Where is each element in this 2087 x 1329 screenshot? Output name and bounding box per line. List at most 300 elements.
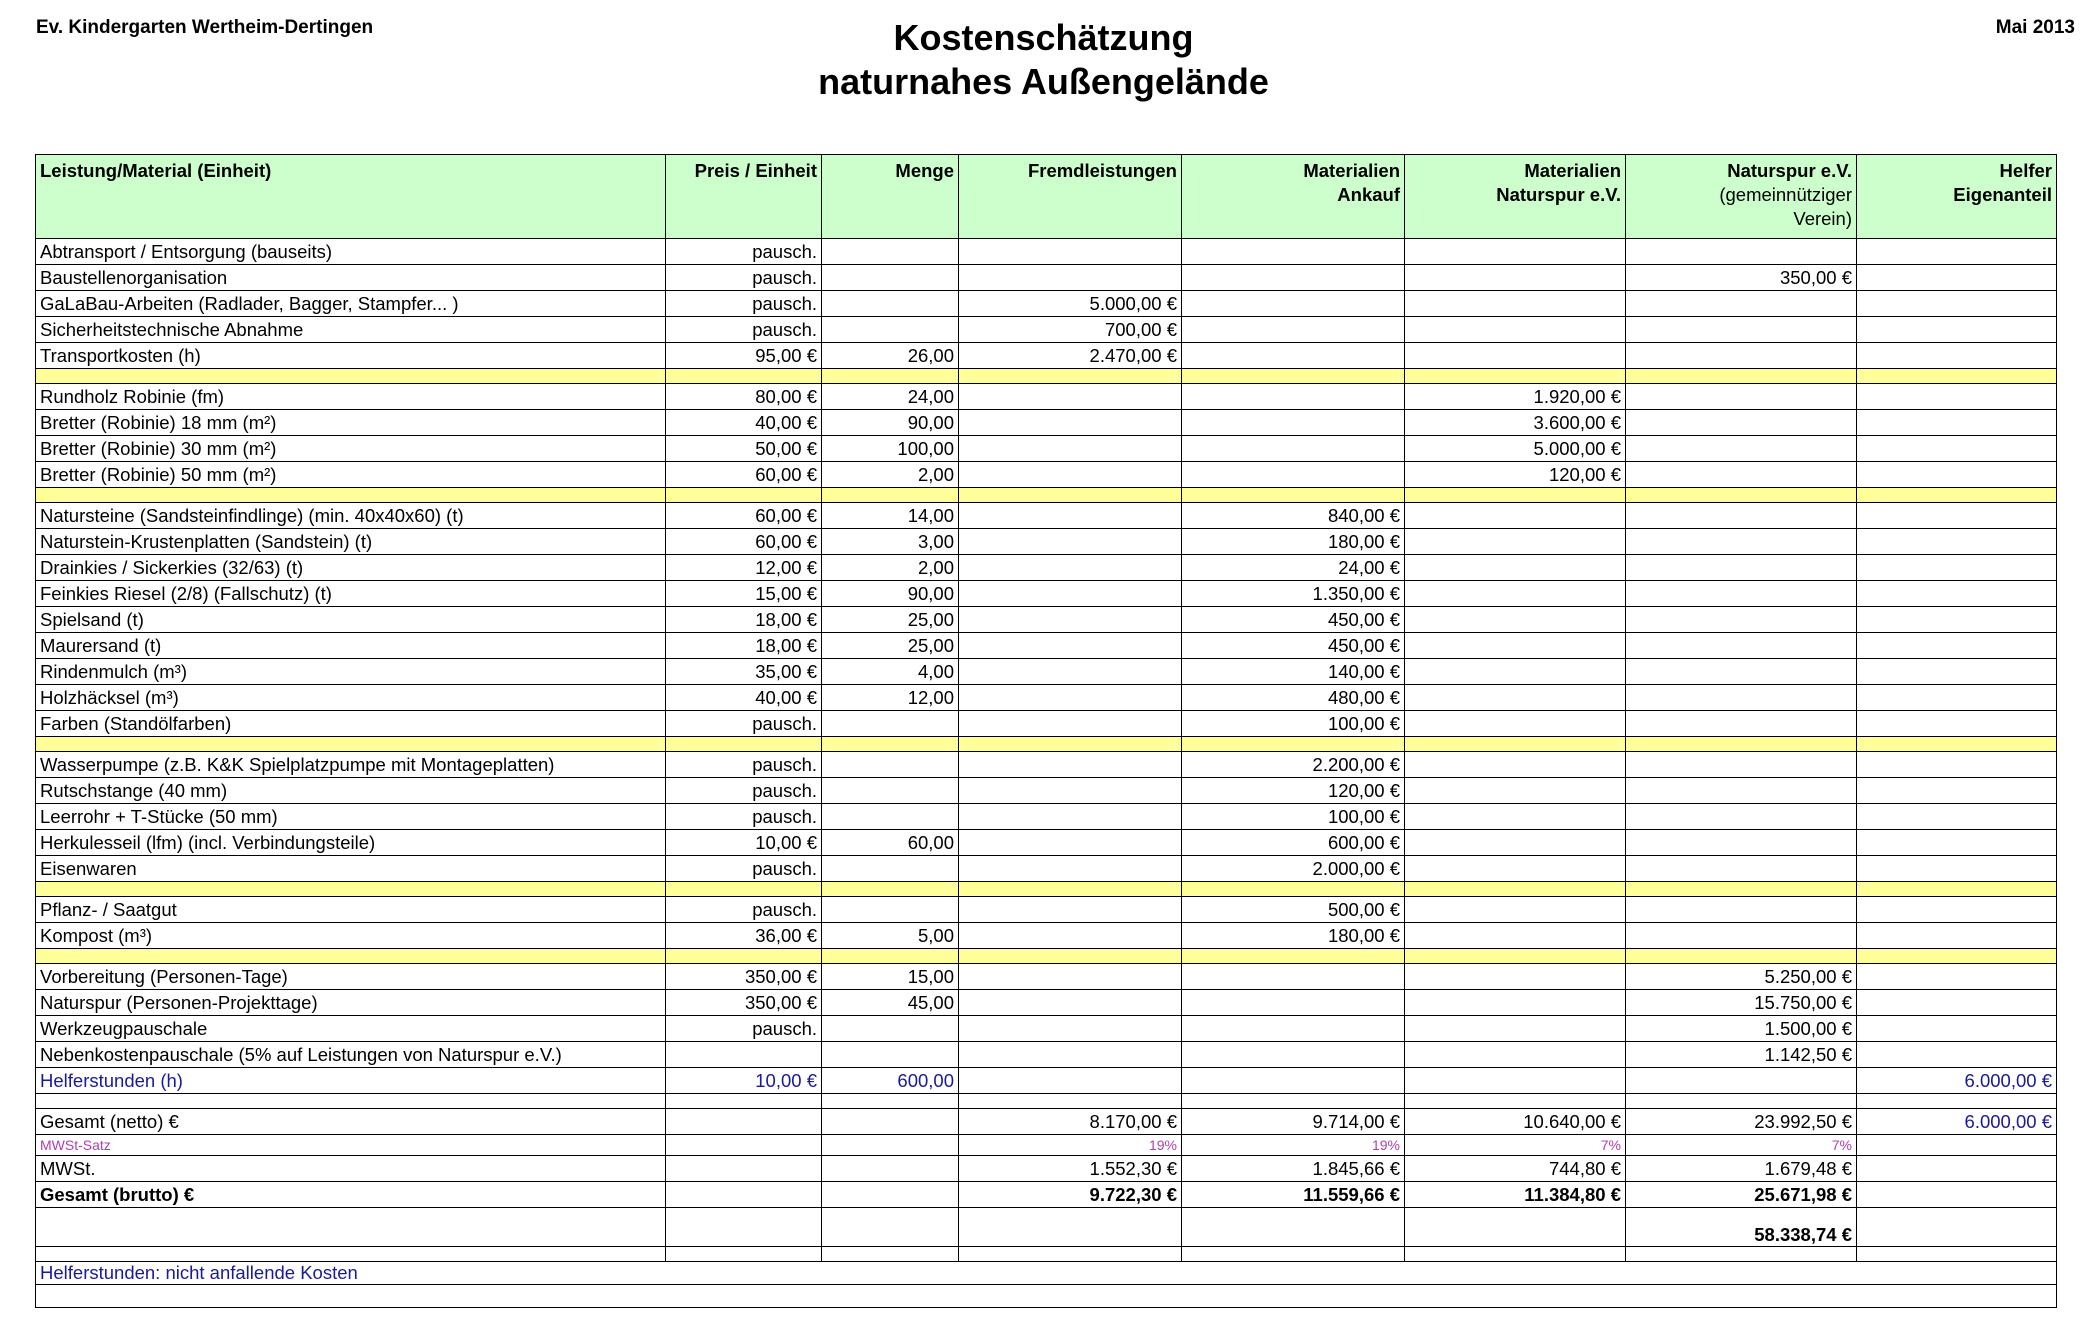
cell-helper-share xyxy=(1857,856,2057,882)
cell-unit-price: 60,00 € xyxy=(666,529,822,555)
cell-unit-price xyxy=(666,1094,822,1109)
cell-naturspur xyxy=(1626,503,1857,529)
cell-helper-share xyxy=(1857,462,2057,488)
cell-unit-price: 80,00 € xyxy=(666,384,822,410)
table-row xyxy=(36,503,2057,529)
cell-naturspur xyxy=(1626,369,1857,384)
cell-external-services xyxy=(959,369,1182,384)
cell-item: Sicherheitstechnische Abnahme xyxy=(36,317,666,343)
cell-unit-price: pausch. xyxy=(666,752,822,778)
cell-naturspur xyxy=(1626,711,1857,737)
cell-item: Kompost (m³) xyxy=(36,923,666,949)
helper-hours-note: Helferstunden: nicht anfallende Kosten xyxy=(36,1262,2057,1285)
cell-quantity xyxy=(822,488,959,503)
cell-external-services xyxy=(959,856,1182,882)
cell-unit-price: pausch. xyxy=(666,291,822,317)
cell-naturspur xyxy=(1626,804,1857,830)
cell-external-services xyxy=(959,1068,1182,1094)
group-separator-row xyxy=(36,369,2057,384)
cell-unit-price: pausch. xyxy=(666,239,822,265)
cell-materials-naturspur xyxy=(1405,488,1626,503)
cell-materials-naturspur xyxy=(1405,317,1626,343)
cell-helper-share xyxy=(1857,1042,2057,1068)
cell-materials-naturspur xyxy=(1405,343,1626,369)
cell-item: MWSt-Satz xyxy=(36,1135,666,1156)
cell-item: Baustellenorganisation xyxy=(36,265,666,291)
cell-item: GaLaBau-Arbeiten (Radlader, Bagger, Stampfer... ) xyxy=(36,291,666,317)
cell-quantity xyxy=(822,239,959,265)
cell-external-services xyxy=(959,778,1182,804)
cell-unit-price: 50,00 € xyxy=(666,436,822,462)
cell-materials-naturspur xyxy=(1405,581,1626,607)
cell-item: MWSt. xyxy=(36,1156,666,1182)
note-row xyxy=(36,1262,2057,1285)
cell-naturspur xyxy=(1626,659,1857,685)
cell-helper-share xyxy=(1857,778,2057,804)
col-header-quantity: Menge xyxy=(822,155,959,239)
cell-helper-share xyxy=(1857,503,2057,529)
cell-unit-price: 60,00 € xyxy=(666,503,822,529)
cell-external-services xyxy=(959,949,1182,964)
cell-external-services xyxy=(959,752,1182,778)
cell-helper-share xyxy=(1857,239,2057,265)
cell-materials-naturspur xyxy=(1405,778,1626,804)
cell-naturspur: 7% xyxy=(1626,1135,1857,1156)
table-row xyxy=(36,633,2057,659)
cell-materials-purchase: 840,00 € xyxy=(1182,503,1405,529)
cell-materials-naturspur xyxy=(1405,265,1626,291)
cell-naturspur xyxy=(1626,488,1857,503)
cell-quantity xyxy=(822,1016,959,1042)
cell-item: Gesamt (brutto) € xyxy=(36,1182,666,1208)
cell-unit-price: pausch. xyxy=(666,897,822,923)
cell-helper-share xyxy=(1857,317,2057,343)
cell-naturspur: 350,00 € xyxy=(1626,265,1857,291)
cell-helper-share xyxy=(1857,949,2057,964)
cell-materials-purchase: 600,00 € xyxy=(1182,830,1405,856)
cell-external-services xyxy=(959,462,1182,488)
cell-quantity xyxy=(822,856,959,882)
cell-materials-naturspur: 11.384,80 € xyxy=(1405,1182,1626,1208)
cell-external-services xyxy=(959,633,1182,659)
cell-external-services xyxy=(959,804,1182,830)
cell-unit-price: pausch. xyxy=(666,317,822,343)
cell-materials-naturspur xyxy=(1405,1247,1626,1262)
cell-naturspur xyxy=(1626,949,1857,964)
cell-quantity xyxy=(822,1042,959,1068)
cell-quantity: 25,00 xyxy=(822,633,959,659)
cell-helper-share xyxy=(1857,659,2057,685)
cell-quantity: 60,00 xyxy=(822,830,959,856)
col-header-materials-naturspur: Materialien Naturspur e.V. xyxy=(1405,155,1626,239)
cell-unit-price: pausch. xyxy=(666,711,822,737)
cell-naturspur: 23.992,50 € xyxy=(1626,1109,1857,1135)
cell-unit-price: 15,00 € xyxy=(666,581,822,607)
cell-quantity: 14,00 xyxy=(822,503,959,529)
cell-naturspur xyxy=(1626,685,1857,711)
cell-quantity xyxy=(822,1208,959,1247)
cell-quantity: 45,00 xyxy=(822,990,959,1016)
table-row xyxy=(36,856,2057,882)
cell-item: Farben (Standölfarben) xyxy=(36,711,666,737)
cell-naturspur xyxy=(1626,1247,1857,1262)
cell-materials-purchase: 1.845,66 € xyxy=(1182,1156,1405,1182)
table-row xyxy=(36,659,2057,685)
cell-materials-naturspur: 10.640,00 € xyxy=(1405,1109,1626,1135)
cell-materials-purchase xyxy=(1182,964,1405,990)
table-row xyxy=(36,778,2057,804)
cell-materials-purchase xyxy=(1182,384,1405,410)
group-separator-row xyxy=(36,737,2057,752)
cell-item: Maurersand (t) xyxy=(36,633,666,659)
cell-materials-naturspur xyxy=(1405,923,1626,949)
cell-naturspur xyxy=(1626,555,1857,581)
cell-external-services: 9.722,30 € xyxy=(959,1182,1182,1208)
cell-materials-naturspur: 120,00 € xyxy=(1405,462,1626,488)
cell-materials-naturspur xyxy=(1405,633,1626,659)
table-row xyxy=(36,607,2057,633)
cell-item: Eisenwaren xyxy=(36,856,666,882)
cell-naturspur xyxy=(1626,343,1857,369)
cell-helper-share xyxy=(1857,488,2057,503)
cell-quantity: 12,00 xyxy=(822,685,959,711)
cell-materials-purchase: 24,00 € xyxy=(1182,555,1405,581)
table-row xyxy=(36,752,2057,778)
table-row xyxy=(36,581,2057,607)
cell-external-services xyxy=(959,529,1182,555)
cell-materials-purchase xyxy=(1182,436,1405,462)
cell-materials-purchase: 450,00 € xyxy=(1182,607,1405,633)
cost-estimate-table xyxy=(35,154,2057,1308)
cell-naturspur xyxy=(1626,633,1857,659)
cell-item xyxy=(36,369,666,384)
cell-item: Wasserpumpe (z.B. K&K Spielplatzpumpe mit Montageplatten) xyxy=(36,752,666,778)
cell-materials-naturspur xyxy=(1405,659,1626,685)
cell-naturspur xyxy=(1626,752,1857,778)
cell-naturspur xyxy=(1626,239,1857,265)
cell-materials-purchase xyxy=(1182,369,1405,384)
table-row xyxy=(36,555,2057,581)
cell-item: Leerrohr + T-Stücke (50 mm) xyxy=(36,804,666,830)
cell-item: Natursteine (Sandsteinfindlinge) (min. 40x40x60) (t) xyxy=(36,503,666,529)
cell-unit-price xyxy=(666,737,822,752)
cell-external-services xyxy=(959,384,1182,410)
cell-item xyxy=(36,1208,666,1247)
cell-materials-naturspur: 3.600,00 € xyxy=(1405,410,1626,436)
cell-materials-purchase: 2.200,00 € xyxy=(1182,752,1405,778)
cell-helper-share: 6.000,00 € xyxy=(1857,1109,2057,1135)
cell-materials-naturspur xyxy=(1405,1068,1626,1094)
cell-materials-purchase xyxy=(1182,462,1405,488)
cell-helper-share xyxy=(1857,1247,2057,1262)
cell-unit-price: pausch. xyxy=(666,265,822,291)
cell-materials-naturspur: 5.000,00 € xyxy=(1405,436,1626,462)
cell-unit-price xyxy=(666,1156,822,1182)
cell-naturspur xyxy=(1626,462,1857,488)
group-separator-row xyxy=(36,949,2057,964)
cell-unit-price xyxy=(666,949,822,964)
cell-item: Pflanz- / Saatgut xyxy=(36,897,666,923)
cell-item xyxy=(36,949,666,964)
table-row xyxy=(36,990,2057,1016)
cell-materials-purchase xyxy=(1182,1042,1405,1068)
cell-materials-purchase xyxy=(1182,343,1405,369)
table-row xyxy=(36,462,2057,488)
cell-external-services xyxy=(959,581,1182,607)
cell-materials-naturspur xyxy=(1405,369,1626,384)
table-row xyxy=(36,923,2057,949)
table-row xyxy=(36,317,2057,343)
cell-materials-naturspur: 1.920,00 € xyxy=(1405,384,1626,410)
cell-helper-share xyxy=(1857,923,2057,949)
vat-rate-row xyxy=(36,1135,2057,1156)
cell-helper-share xyxy=(1857,964,2057,990)
cell-materials-purchase: 9.714,00 € xyxy=(1182,1109,1405,1135)
cell-external-services xyxy=(959,503,1182,529)
cell-external-services xyxy=(959,830,1182,856)
total-gross-row xyxy=(36,1182,2057,1208)
cell-naturspur: 1.142,50 € xyxy=(1626,1042,1857,1068)
table-row xyxy=(36,291,2057,317)
cell-materials-naturspur xyxy=(1405,1094,1626,1109)
cell-external-services: 2.470,00 € xyxy=(959,343,1182,369)
cell-helper-share xyxy=(1857,882,2057,897)
cell-unit-price: pausch. xyxy=(666,1016,822,1042)
grand-total-row xyxy=(36,1208,2057,1247)
cell-materials-purchase xyxy=(1182,317,1405,343)
cell-item: Bretter (Robinie) 30 mm (m²) xyxy=(36,436,666,462)
table-row xyxy=(36,239,2057,265)
group-separator-row xyxy=(36,488,2057,503)
col-header-item: Leistung/Material (Einheit) xyxy=(36,155,666,239)
cell-unit-price xyxy=(666,1208,822,1247)
cell-naturspur: 25.671,98 € xyxy=(1626,1182,1857,1208)
table-row xyxy=(36,804,2057,830)
cell-quantity xyxy=(822,1135,959,1156)
cell-materials-purchase xyxy=(1182,737,1405,752)
cell-materials-naturspur xyxy=(1405,503,1626,529)
cell-item: Bretter (Robinie) 50 mm (m²) xyxy=(36,462,666,488)
cell-external-services xyxy=(959,685,1182,711)
cell-helper-share xyxy=(1857,1156,2057,1182)
cell-materials-naturspur xyxy=(1405,990,1626,1016)
cell-unit-price xyxy=(666,1042,822,1068)
cell-external-services: 5.000,00 € xyxy=(959,291,1182,317)
group-separator-row xyxy=(36,882,2057,897)
cell-unit-price: 18,00 € xyxy=(666,633,822,659)
cell-item: Rutschstange (40 mm) xyxy=(36,778,666,804)
cell-quantity xyxy=(822,778,959,804)
cell-external-services xyxy=(959,1208,1182,1247)
cell-helper-share xyxy=(1857,685,2057,711)
cell-naturspur xyxy=(1626,607,1857,633)
col-header-materials-purchase: Materialien Ankauf xyxy=(1182,155,1405,239)
spacer-row xyxy=(36,1094,2057,1109)
cell-quantity xyxy=(822,711,959,737)
cell-helper-share xyxy=(1857,830,2057,856)
cell-unit-price xyxy=(666,369,822,384)
cell-unit-price: 60,00 € xyxy=(666,462,822,488)
cell-materials-purchase xyxy=(1182,1247,1405,1262)
col-header-external-services: Fremdleistungen xyxy=(959,155,1182,239)
cell-quantity xyxy=(822,752,959,778)
spacer-row xyxy=(36,1247,2057,1262)
cell-unit-price: 36,00 € xyxy=(666,923,822,949)
cell-materials-purchase xyxy=(1182,1208,1405,1247)
cell-item: Rindenmulch (m³) xyxy=(36,659,666,685)
cell-helper-share xyxy=(1857,1182,2057,1208)
cell-quantity xyxy=(822,804,959,830)
table-row xyxy=(36,343,2057,369)
cell-external-services xyxy=(959,737,1182,752)
cell-external-services xyxy=(959,990,1182,1016)
cell-materials-purchase xyxy=(1182,291,1405,317)
cell-quantity: 3,00 xyxy=(822,529,959,555)
cell-naturspur xyxy=(1626,923,1857,949)
cell-naturspur xyxy=(1626,1068,1857,1094)
cell-external-services xyxy=(959,265,1182,291)
cell-item xyxy=(36,882,666,897)
document-title xyxy=(0,16,2087,104)
cell-helper-share xyxy=(1857,1016,2057,1042)
cell-naturspur xyxy=(1626,737,1857,752)
cell-quantity xyxy=(822,882,959,897)
cell-unit-price xyxy=(666,488,822,503)
cell-naturspur: 5.250,00 € xyxy=(1626,964,1857,990)
cell-helper-share xyxy=(1857,633,2057,659)
cell-helper-share xyxy=(1857,436,2057,462)
cell-unit-price: 18,00 € xyxy=(666,607,822,633)
cell-external-services xyxy=(959,488,1182,503)
cell-external-services xyxy=(959,711,1182,737)
cell-external-services xyxy=(959,410,1182,436)
cell-materials-purchase xyxy=(1182,265,1405,291)
cell-materials-purchase xyxy=(1182,1068,1405,1094)
cell-materials-naturspur xyxy=(1405,964,1626,990)
cell-quantity: 2,00 xyxy=(822,462,959,488)
cell-naturspur: 15.750,00 € xyxy=(1626,990,1857,1016)
cell-quantity: 4,00 xyxy=(822,659,959,685)
cell-materials-purchase: 100,00 € xyxy=(1182,804,1405,830)
cell-external-services xyxy=(959,1094,1182,1109)
cell-external-services xyxy=(959,923,1182,949)
cell-naturspur xyxy=(1626,830,1857,856)
vat-row xyxy=(36,1156,2057,1182)
cell-unit-price: 95,00 € xyxy=(666,343,822,369)
cell-materials-naturspur xyxy=(1405,711,1626,737)
cell-quantity: 600,00 xyxy=(822,1068,959,1094)
cell-quantity xyxy=(822,897,959,923)
cell-naturspur xyxy=(1626,856,1857,882)
table-row xyxy=(36,964,2057,990)
cell-unit-price xyxy=(666,1247,822,1262)
grand-total-value: 58.338,74 € xyxy=(1626,1208,1857,1247)
title-line-2: naturnahes Außengelände xyxy=(818,61,1269,102)
table-row xyxy=(36,1042,2057,1068)
cell-quantity: 90,00 xyxy=(822,581,959,607)
cell-item: Holzhäcksel (m³) xyxy=(36,685,666,711)
cell-unit-price xyxy=(666,1109,822,1135)
cell-helper-share xyxy=(1857,737,2057,752)
cell-item: Abtransport / Entsorgung (bauseits) xyxy=(36,239,666,265)
col-header-naturspur: Naturspur e.V. (gemeinnütziger Verein) xyxy=(1626,155,1857,239)
cell-external-services xyxy=(959,1016,1182,1042)
cell-materials-purchase: 140,00 € xyxy=(1182,659,1405,685)
document-date: Mai 2013 xyxy=(1995,17,2075,38)
cell-materials-purchase: 2.000,00 € xyxy=(1182,856,1405,882)
cell-helper-share xyxy=(1857,343,2057,369)
cell-external-services xyxy=(959,239,1182,265)
table-row xyxy=(36,711,2057,737)
cell-naturspur xyxy=(1626,529,1857,555)
cell-materials-naturspur xyxy=(1405,804,1626,830)
cell-external-services xyxy=(959,607,1182,633)
cell-materials-purchase: 480,00 € xyxy=(1182,685,1405,711)
cell-materials-purchase: 11.559,66 € xyxy=(1182,1182,1405,1208)
cell-external-services xyxy=(959,436,1182,462)
cell-quantity: 26,00 xyxy=(822,343,959,369)
cell-helper-share xyxy=(1857,1208,2057,1247)
cell-quantity xyxy=(822,1182,959,1208)
cell-materials-purchase: 120,00 € xyxy=(1182,778,1405,804)
cell-materials-naturspur xyxy=(1405,239,1626,265)
cell-unit-price xyxy=(666,1135,822,1156)
cell-item: Nebenkostenpauschale (5% auf Leistungen von Naturspur e.V.) xyxy=(36,1042,666,1068)
cell-unit-price xyxy=(666,882,822,897)
helper-hours-row xyxy=(36,1068,2057,1094)
header-row xyxy=(36,155,2057,239)
cell-materials-naturspur xyxy=(1405,882,1626,897)
cell-naturspur xyxy=(1626,778,1857,804)
empty-row xyxy=(36,1285,2057,1308)
cell-helper-share xyxy=(1857,711,2057,737)
table-row xyxy=(36,436,2057,462)
cell-item xyxy=(36,1094,666,1109)
total-net-row xyxy=(36,1109,2057,1135)
col-header-unit-price: Preis / Einheit xyxy=(666,155,822,239)
cell-materials-naturspur xyxy=(1405,897,1626,923)
cell-external-services xyxy=(959,882,1182,897)
cell-materials-naturspur xyxy=(1405,949,1626,964)
cell-unit-price: 10,00 € xyxy=(666,1068,822,1094)
cell-naturspur xyxy=(1626,410,1857,436)
cell-materials-purchase xyxy=(1182,1094,1405,1109)
cell-materials-purchase: 450,00 € xyxy=(1182,633,1405,659)
cell-helper-share xyxy=(1857,1094,2057,1109)
cell-unit-price: pausch. xyxy=(666,778,822,804)
table-row xyxy=(36,897,2057,923)
cell-external-services xyxy=(959,1042,1182,1068)
cell-materials-naturspur xyxy=(1405,529,1626,555)
cell-materials-naturspur xyxy=(1405,685,1626,711)
cell-unit-price: 35,00 € xyxy=(666,659,822,685)
cell-item: Drainkies / Sickerkies (32/63) (t) xyxy=(36,555,666,581)
cell-helper-share xyxy=(1857,897,2057,923)
cell-external-services xyxy=(959,897,1182,923)
cell-unit-price: pausch. xyxy=(666,804,822,830)
cell-quantity: 5,00 xyxy=(822,923,959,949)
cell-materials-purchase xyxy=(1182,949,1405,964)
cell-quantity xyxy=(822,317,959,343)
table-row xyxy=(36,685,2057,711)
cell-naturspur xyxy=(1626,882,1857,897)
cell-item: Spielsand (t) xyxy=(36,607,666,633)
cell-helper-share: 6.000,00 € xyxy=(1857,1068,2057,1094)
cell-helper-share xyxy=(1857,581,2057,607)
cell-materials-purchase: 100,00 € xyxy=(1182,711,1405,737)
cell-quantity: 15,00 xyxy=(822,964,959,990)
cell-materials-naturspur xyxy=(1405,737,1626,752)
